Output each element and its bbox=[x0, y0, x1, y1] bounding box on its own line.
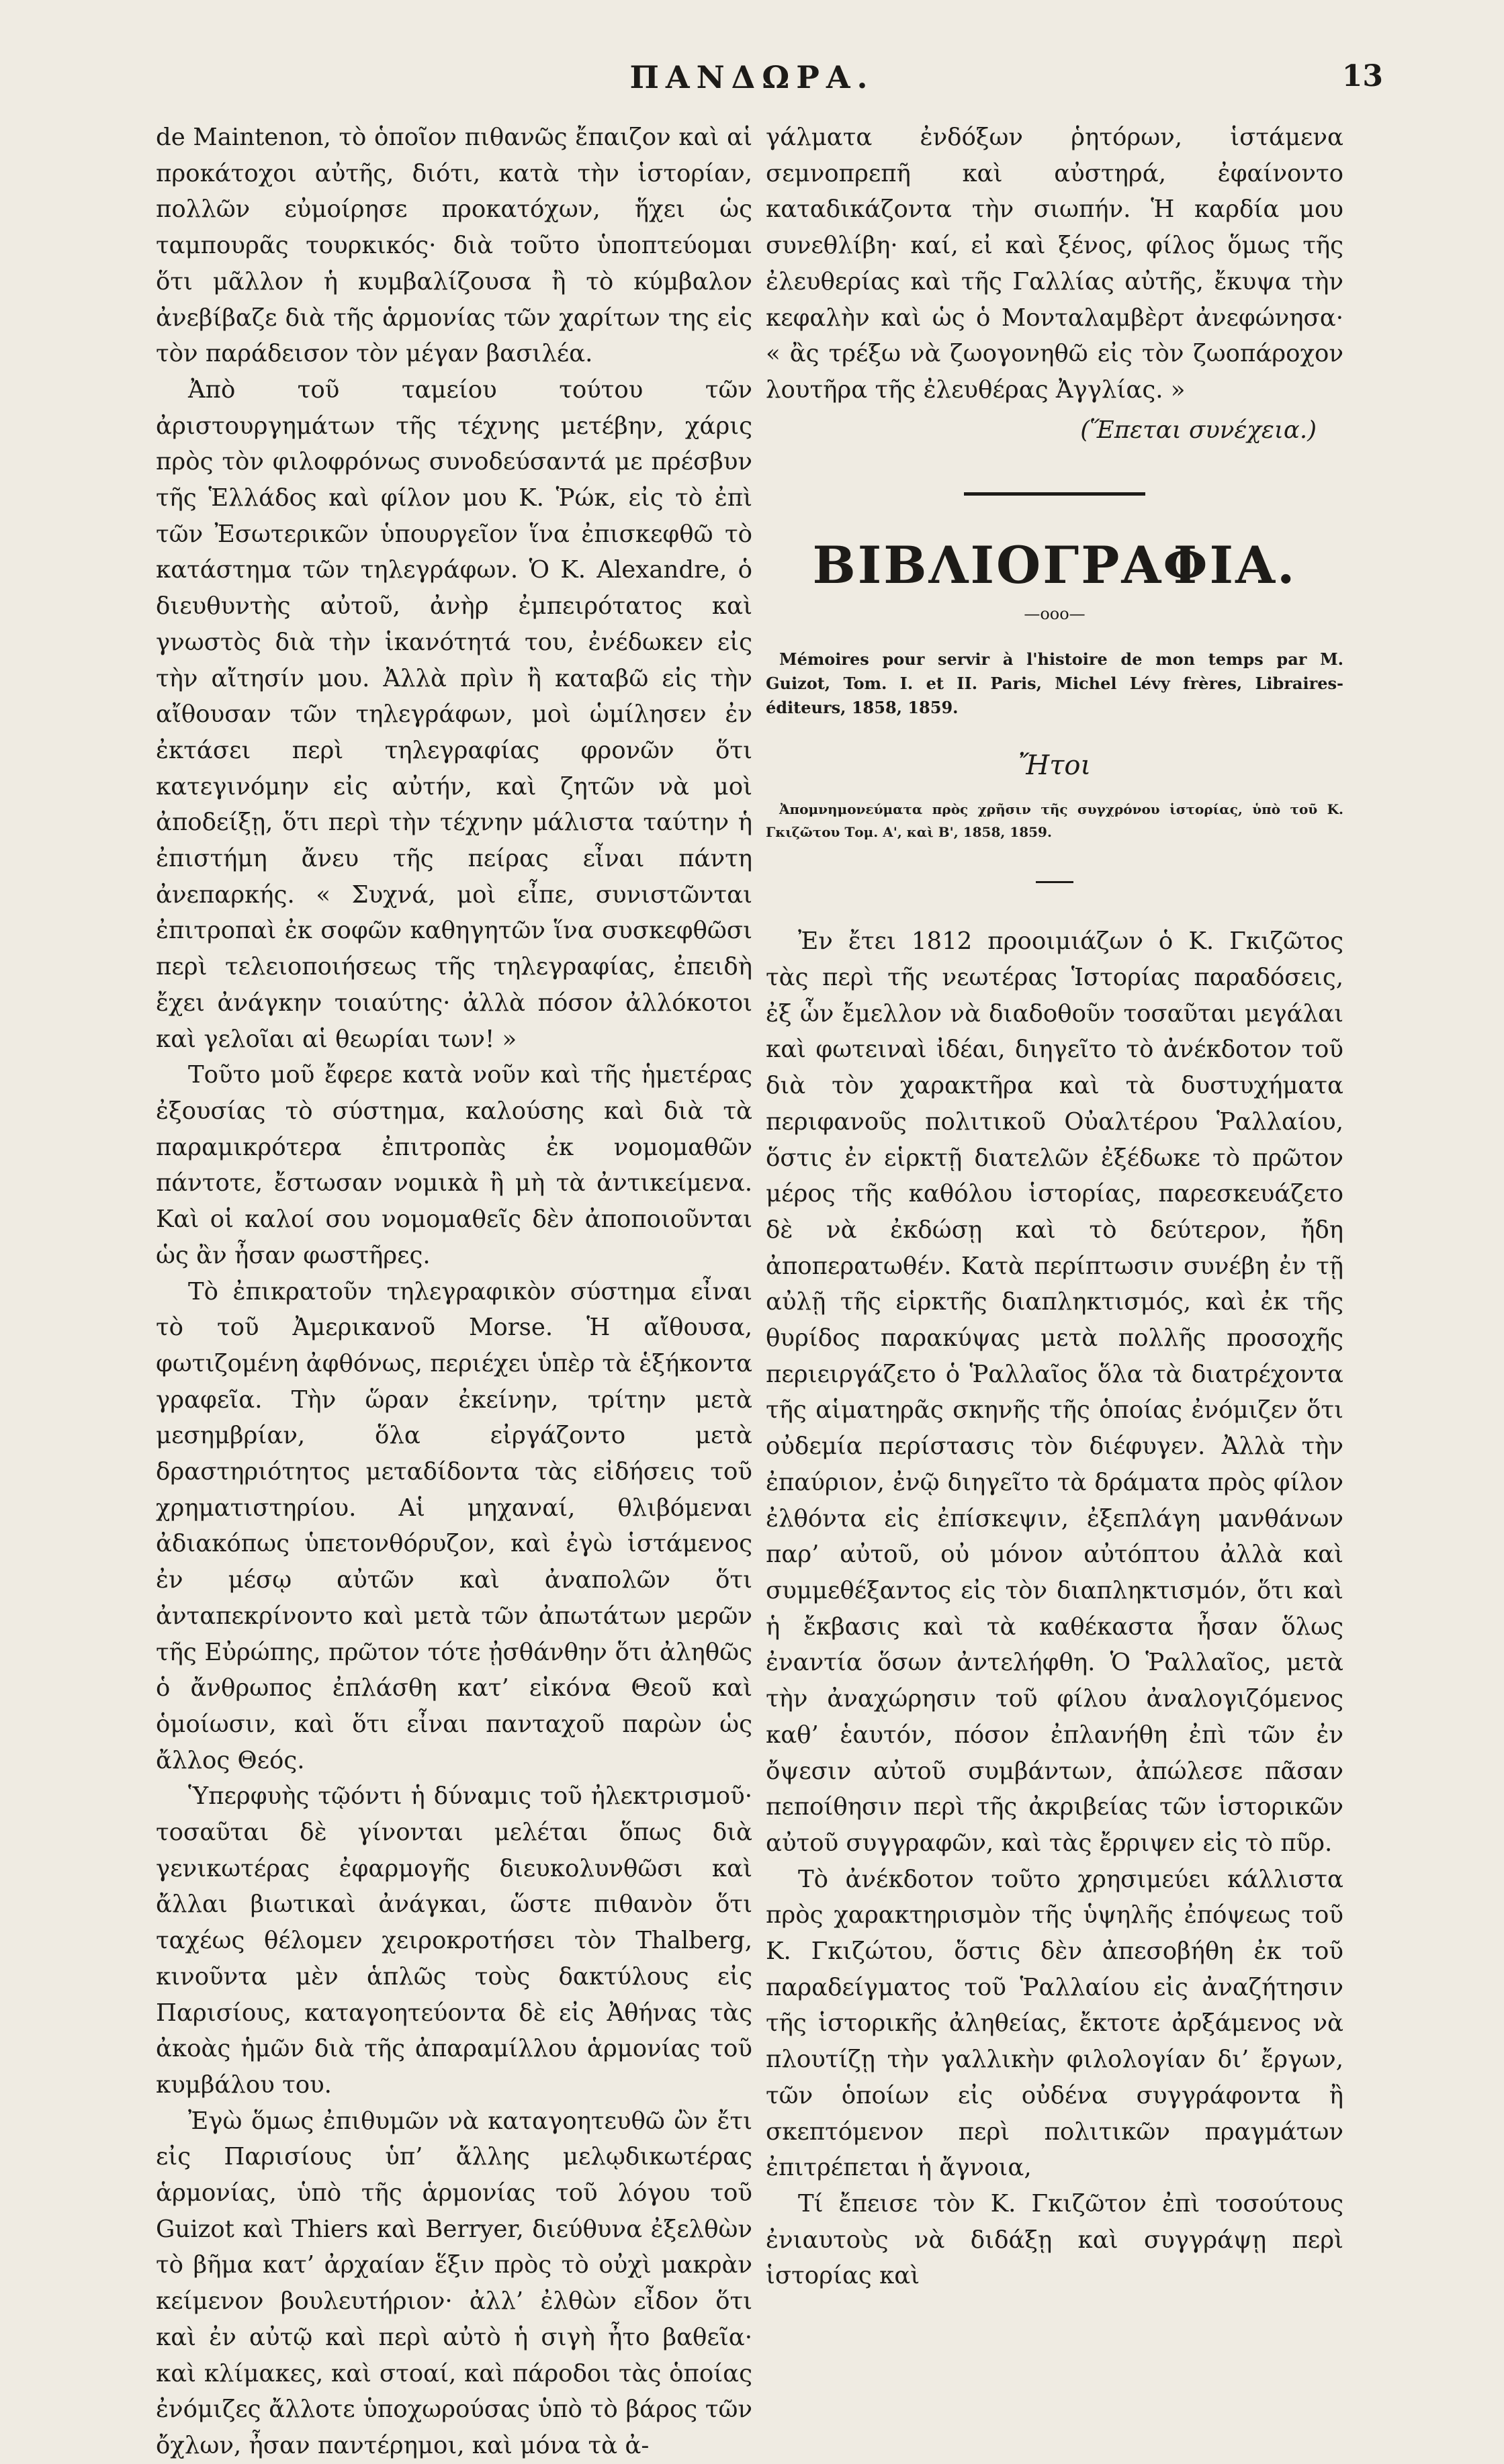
paragraph: Τὸ ἐπικρατοῦν τηλεγραφικὸν σύστημα εἶναι τὸ τοῦ Ἀμερικανοῦ Morse. Ἡ αἴθουσα, φωτιζομένη ἀφθόνως, περιέχει ὑπὲρ τὰ ἑξήκοντα γραφεῖα. Τὴν ὥραν ἐκείνην, τρίτην μετὰ μεσημβρίαν, ὅλα εἰργάζοντο μετὰ δραστηριότητος μεταδίδοντα τὰς εἰδήσεις τοῦ χρηματιστηρίου. Αἱ μηχαναί, θλιβόμεναι ἀδιακόπως ὑπετονθόρυζον, καὶ ἐγὼ ἱστάμενος ἐν μέσῳ αὐτῶν καὶ ἀναπολῶν ὅτι ἀνταπεκρίνοντο καὶ μετὰ τῶν ἀπωτάτων μερῶν τῆς Εὐρώπης, πρῶτον τότε ᾐσθάνθην ὅτι ἀληθῶς ὁ ἄνθρωπος ἐπλάσθη κατ’ εἰκόνα Θεοῦ καὶ ὁμοίωσιν, καὶ ὅτι εἶναι πανταχοῦ παρὼν ὡς ἄλλος Θεός. bbox=[156, 1277, 752, 1774]
left-column bbox=[156, 120, 752, 2464]
running-title: ΠΑΝΔΩΡΑ. bbox=[629, 59, 875, 95]
paragraph: Ὑπερφυὴς τῷόντι ἡ δύναμις τοῦ ἠλεκτρισμοῦ· τοσαῦται δὲ γίνονται μελέται ὅπως διὰ γενικωτέρας ἐφαρμογῆς διευκολυνθῶσι καὶ ἄλλαι βιωτικαὶ ἀνάγκαι, ὥστε πιθανὸν ὅτι ταχέως θέλομεν χειροκροτήσει τὸν Thalberg, κινοῦντα μὲν ἁπλῶς τοὺς δακτύλους εἰς Παρισίους, καταγοητεύοντα δὲ εἰς Ἀθήνας τὰς ἀκοὰς ἡμῶν διὰ τῆς ἀπαραμίλλου ἁρμονίας τοῦ κυμβάλου του. bbox=[156, 1782, 752, 2099]
paragraph: Τοῦτο μοῦ ἔφερε κατὰ νοῦν καὶ τῆς ἡμετέρας ἐξουσίας τὸ σύστημα, καλούσης καὶ διὰ τὰ παραμικρότερα ἐπιτροπὰς ἐκ νομομαθῶν πάντοτε, ἔστωσαν νομικὰ ἢ μὴ τὰ ἀντικείμενα. Καὶ οἱ καλοί σου νομομαθεῖς δὲν ἀποποιοῦνται ὡς ἂν ἦσαν φωστῆρες. bbox=[156, 1061, 752, 1269]
paragraph: Τὸ ἀνέκδοτον τοῦτο χρησιμεύει κάλλιστα πρὸς χαρακτηρισμὸν τῆς ὑψηλῆς ἐπόψεως τοῦ Κ. Γκιζώτου, ὅστις δὲν ἀπεσοβήθη ἐκ τοῦ παραδείγματος τοῦ Ῥαλλαίου εἰς ἀναζήτησιν τῆς ἱστορικῆς ἀληθείας, ἔκτοτε ἀρξάμενος νὰ πλουτίζῃ τὴν γαλλικὴν φιλολογίαν δι’ ἔργων, τῶν ὁποίων εἰς οὐδένα συγγράφοντα ἢ σκεπτόμενον περὶ πολιτικῶν πραγμάτων ἐπιτρέπεται ἡ ἄγνοια, bbox=[766, 1865, 1343, 2182]
page-number: 13 bbox=[1341, 59, 1383, 93]
section-divider bbox=[964, 492, 1145, 496]
paragraph: Ἀπὸ τοῦ ταμείου τούτου τῶν ἀριστουργημάτων τῆς τέχνης μετέβην, χάρις πρὸς τὸν φιλοφρόνως συνοδεύσαντά με πρέσβυν τῆς Ἑλλάδος καὶ φίλον μου Κ. Ῥώκ, εἰς τὸ ἐπὶ τῶν Ἐσωτερικῶν ὑπουργεῖον ἵνα ἐπισκεφθῶ τὸ κατάστημα τῶν τηλεγράφων. Ὁ Κ. Alexandre, ὁ διευθυντὴς αὐτοῦ, ἀνὴρ ἐμπειρότατος καὶ γνωστὸς διὰ τὴν ἱκανότητά του, ἐνέδωκεν εἰς τὴν αἴτησίν μου. Ἀλλὰ πρὶν ἢ καταβῶ εἰς τὴν αἴθουσαν τῶν τηλεγράφων, μοὶ ὡμίλησεν ἐν ἐκτάσει περὶ τηλεγραφίας φρονῶν ὅτι κατεγινόμην εἰς αὐτήν, καὶ ζητῶν νὰ μοὶ ἀποδείξῃ, ὅτι περὶ τὴν τέχνην μάλιστα ταύτην ἡ ἐπιστήμη ἄνευ τῆς πείρας εἶναι πάντη ἀνεπαρκής. « Συχνά, μοὶ εἶπε, συνιστῶνται ἐπιτροπαὶ ἐκ σοφῶν καθηγητῶν ἵνα συσκεφθῶσι περὶ τελειοποιήσεως τῆς τηλεγραφίας, ἐπειδὴ ἔχει ἀνάγκην τοιαύτης· ἀλλὰ πόσον ἀλλόκοτοι καὶ γελοῖαι αἱ θεωρίαι των! » bbox=[156, 375, 752, 1053]
paragraph: de Maintenon, τὸ ὁποῖον πιθανῶς ἔπαιζον καὶ αἱ προκάτοχοι αὐτῆς, διότι, κατὰ τὴν ἱστορίαν, πολλῶν εὐμοίρησε προκατόχων, ἥχει ὡς ταμπουρᾶς τουρκικός· διὰ τοῦτο ὑποπτεύομαι ὅτι μᾶλλον ἡ κυμβαλίζουσα ἢ τὸ κύμβαλον ἀνεβίβαζε διὰ τῆς ἁρμονίας τῶν χαρίτων της εἰς τὸν παράδεισον τὸν μέγαν βασιλέα. bbox=[156, 124, 752, 368]
reference-french: Mémoires pour servir à l'histoire de mon temps par M. Guizot, Tom. I. et II. Paris, Michel Lévy frères, Libraires-éditeurs, 1858, 1859. bbox=[766, 649, 1343, 718]
ornament: —ooo— bbox=[1024, 604, 1086, 624]
paragraph: Τί ἔπεισε τὸν Κ. Γκιζῶτον ἐπὶ τοσούτους ἐνιαυτοὺς νὰ διδάξῃ καὶ συγγράψῃ περὶ ἱστορίας καὶ bbox=[766, 2189, 1343, 2290]
reference-greek: Ἀπομνημονεύματα πρὸς χρῆσιν τῆς συγχρόνου ἱστορίας, ὑπὸ τοῦ Κ. Γκιζῶτου Τομ. Α', καὶ Β', 1858, 1859. bbox=[766, 801, 1343, 841]
section-heading: ΒΙΒΛΙΟΓΡΑΦΙΑ. bbox=[812, 535, 1297, 596]
paragraph: γάλματα ἐνδόξων ῥητόρων, ἱστάμενα σεμνοπρεπῆ καὶ αὐστηρά, ἐφαίνοντο καταδικάζοντα τὴν σιωπήν. Ἡ καρδία μου συνεθλίβη· καί, εἰ καὶ ξένος, φίλος ὅμως τῆς ἐλευθερίας καὶ τῆς Γαλλίας αὐτῆς, ἔκυψα τὴν κεφαλὴν καὶ ὡς ὁ Μονταλαμβὲρτ ἀνεφώνησα· « ἂς τρέξω νὰ ζωογονηθῶ εἰς τὸν ζωοπάροχον λουτῆρα τῆς ἐλευθέρας Ἀγγλίας. » bbox=[766, 124, 1343, 404]
right-column bbox=[766, 120, 1343, 2294]
paragraph: Ἐν ἔτει 1812 προοιμιάζων ὁ Κ. Γκιζῶτος τὰς περὶ τῆς νεωτέρας Ἱστορίας παραδόσεις, ἐξ ὧν ἔμελλον νὰ διαδοθοῦν τοσαῦται μεγάλαι καὶ φωτειναὶ ἰδέαι, διηγεῖτο τὸ ἀνέκδοτον τοῦ διὰ τὸν χαρακτῆρα καὶ τὰ δυστυχήματα περιφανοῦς πολιτικοῦ Οὐαλτέρου Ῥαλλαίου, ὅστις ἐν εἱρκτῇ διατελῶν ἐξέδωκε τὸ πρῶτον μέρος τῆς καθόλου ἱστορίας, παρεσκευάζετο δὲ νὰ ἐκδώσῃ καὶ τὸ δεύτερον, ἤδη ἀποπερατωθέν. Κατὰ περίπτωσιν συνέβη ἐν τῇ αὐλῇ τῆς εἱρκτῆς διαπληκτισμός, καὶ ἐκ τῆς θυρίδος παρακύψας μετὰ πολλῆς προσοχῆς περιειργάζετο ὁ Ῥαλλαῖος ὅλα τὰ διατρέχοντα τῆς αἱματηρᾶς σκηνῆς τῆς ὁποίας ἐνόμιζεν ὅτι οὐδεμία περίστασις τὸν διέφυγεν. Ἀλλὰ τὴν ἐπαύριον, ἐνῷ διηγεῖτο τὰ δράματα πρὸς φίλον ἐλθόντα εἰς ἐπίσκεψιν, ἐξεπλάγη μανθάνων παρ’ αὐτοῦ, οὐ μόνον αὐτόπτου ἀλλὰ καὶ συμμεθέξαντος εἰς τὸν διαπληκτισμόν, ὅτι καὶ ἡ ἔκβασις καὶ τὰ καθέκαστα ἦσαν ὅλως ἐναντία ὅσων ἀντελήφθη. Ὁ Ῥαλλαῖος, μετὰ τὴν ἀναχώρησιν τοῦ φίλου ἀναλογιζόμενος καθ’ ἑαυτόν, πόσον ἐπλανήθη ἐπὶ τῶν ἐν ὄψεσιν αὐτοῦ συμβάντων, ἀπώλεσε πᾶσαν πεποίθησιν περὶ τῆς ἀκριβείας τῶν ἱστορικῶν αὐτοῦ συγγραφῶν, καὶ τὰς ἔρριψεν εἰς τὸ πῦρ. bbox=[766, 927, 1343, 1857]
to-be-continued: (Ἕπεται συνέχεια.) bbox=[1080, 416, 1317, 444]
short-rule bbox=[1036, 881, 1073, 883]
paragraph: Ἐγὼ ὅμως ἐπιθυμῶν νὰ καταγοητευθῶ ὢν ἔτι εἰς Παρισίους ὑπ’ ἄλλης μελῳδικωτέρας ἁρμονίας, ὑπὸ τῆς ἁρμονίας τοῦ λόγου τοῦ Guizot καὶ Thiers καὶ Berryer, διεύθυνα ἐξελθὼν τὸ βῆμα κατ’ ἀρχαίαν ἕξιν πρὸς τὸ οὐχὶ μακρὰν κείμενον βουλευτήριον· ἀλλ’ ἐλθὼν εἶδον ὅτι καὶ ἐν αὐτῷ καὶ περὶ αὐτὸ ἡ σιγὴ ἦτο βαθεῖα· καὶ κλίμακες, καὶ στοαί, καὶ πάροδοι τὰς ὁποίας ἐνόμιζες ἄλλοτε ὑποχωρούσας ὑπὸ τὸ βάρος τῶν ὄχλων, ἦσαν παντέρημοι, καὶ μόνα τὰ ἀ- bbox=[156, 2107, 752, 2459]
htoi-label: Ἤτοι bbox=[1018, 750, 1092, 782]
page-header bbox=[0, 59, 1504, 113]
